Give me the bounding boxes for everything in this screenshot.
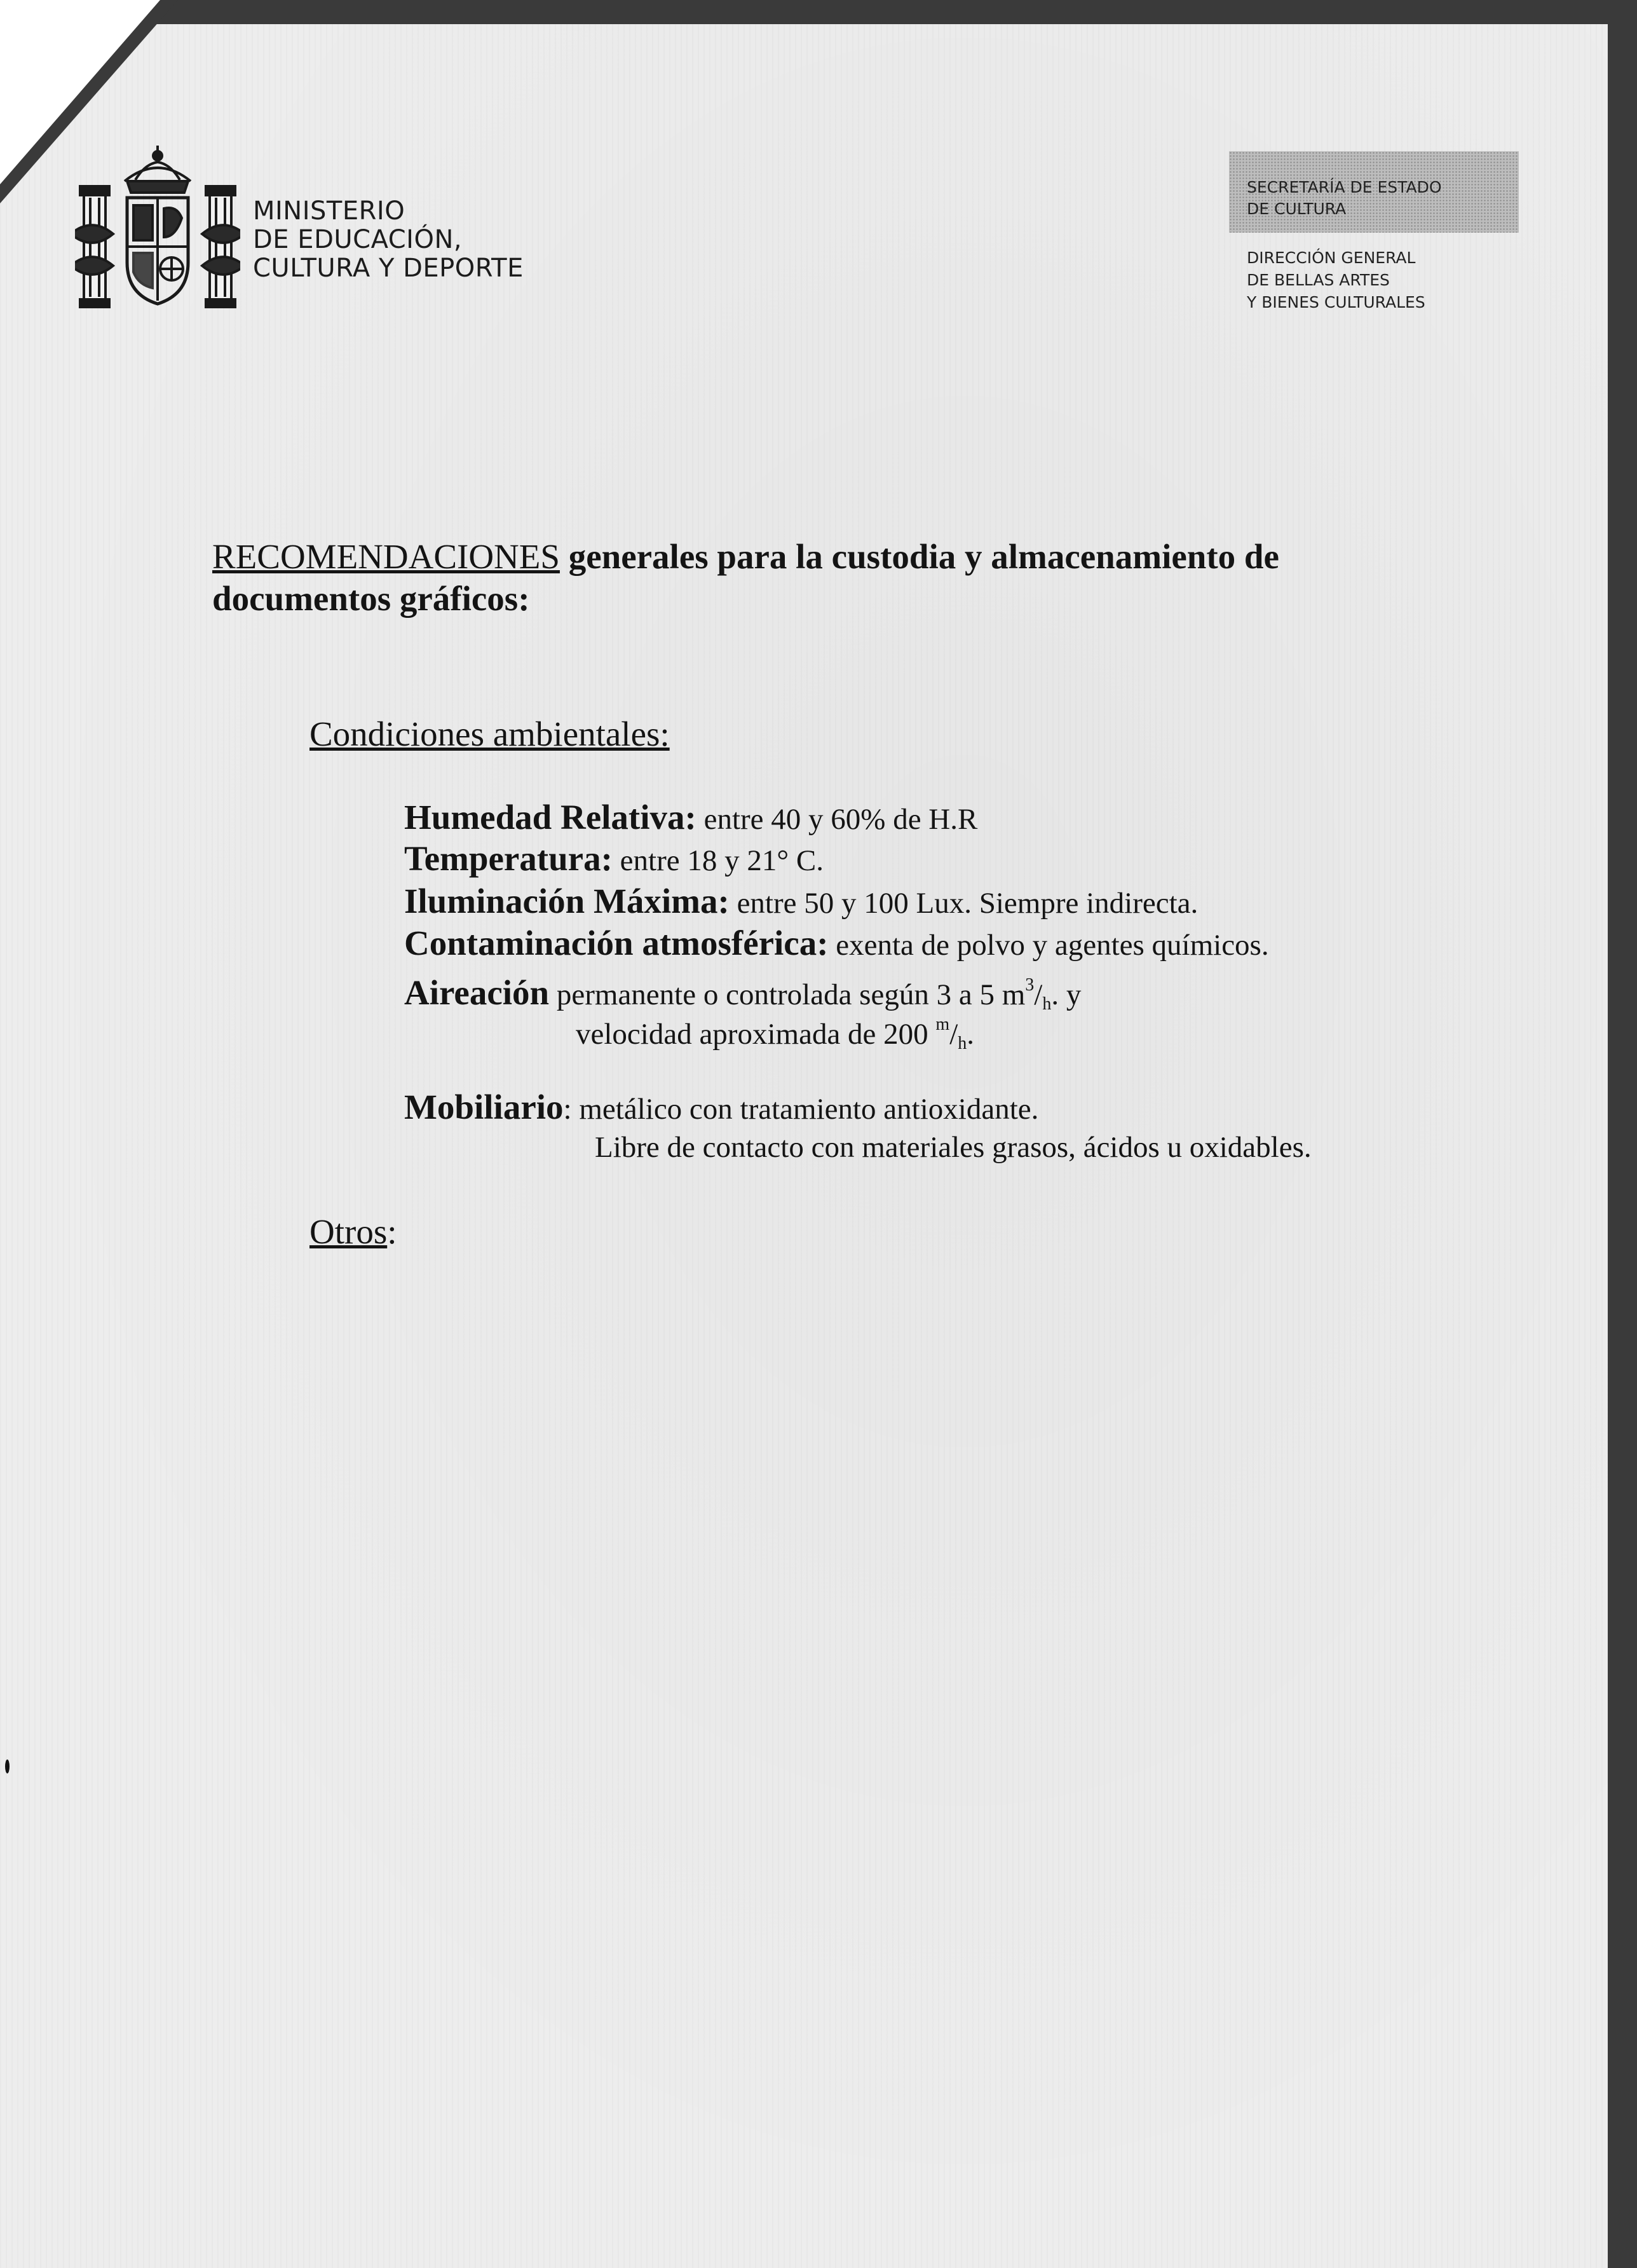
aireacion-value-end: . y <box>1051 978 1082 1011</box>
direccion-line: Y BIENES CULTURALES <box>1247 293 1425 311</box>
otros-heading <box>309 1212 397 1252</box>
humedad-row <box>404 798 977 838</box>
hour-subscript: h <box>958 1034 967 1053</box>
otros-label: Otros <box>309 1212 388 1251</box>
ministry-line: DE EDUCACIÓN, <box>253 225 463 254</box>
direccion-line: DE BELLAS ARTES <box>1247 271 1390 289</box>
title-rest: generales para la custodia y almacenamiento de <box>559 537 1279 576</box>
direccion-general <box>1247 247 1425 313</box>
velocidad-end: . <box>967 1018 975 1051</box>
iluminacion-value: entre 50 y 100 Lux. Siempre indirecta. <box>729 887 1199 920</box>
mobiliario-label: Mobiliario <box>404 1088 564 1126</box>
mobiliario-value: metálico con tratamiento antioxidante. <box>571 1093 1039 1126</box>
title-line2: documentos gráficos: <box>212 579 530 618</box>
contaminacion-label: Contaminación atmosférica: <box>404 924 829 962</box>
ministry-line: MINISTERIO <box>253 196 405 226</box>
aireacion-row-2 <box>576 1006 974 1063</box>
contaminacion-value: exenta de polvo y agentes químicos. <box>828 929 1269 962</box>
title-underlined-word: RECOMENDACIONES <box>212 537 560 576</box>
meter-superscript: m <box>935 1014 950 1034</box>
iluminacion-row <box>404 882 1198 922</box>
document-title <box>212 536 1451 620</box>
aireacion-value: permanente o controlada según 3 a 5 m <box>549 978 1026 1011</box>
mobiliario-row-2: Libre de contacto con materiales grasos, ácidos u oxidables. <box>595 1131 1312 1164</box>
aireacion-label: Aireación <box>404 973 550 1012</box>
secretaria-box <box>1229 151 1519 233</box>
cubic-superscript: 3 <box>1025 975 1035 995</box>
temperatura-value: entre 18 y 21° C. <box>612 844 824 877</box>
secretaria-line: SECRETARÍA DE ESTADO <box>1247 178 1442 196</box>
section-heading: Condiciones ambientales: <box>309 714 670 753</box>
mobiliario-row <box>404 1088 1038 1128</box>
contaminacion-row <box>404 924 1269 964</box>
slash: / <box>949 1018 958 1051</box>
ministry-name <box>253 197 524 283</box>
paper-sheet <box>0 24 1608 2268</box>
temperatura-label: Temperatura: <box>404 839 613 878</box>
direccion-line: DIRECCIÓN GENERAL <box>1247 249 1416 267</box>
folded-corner-flap <box>0 0 160 184</box>
otros-colon: : <box>387 1212 397 1251</box>
temperatura-row <box>404 840 824 880</box>
secretaria-line: DE CULTURA <box>1247 200 1347 218</box>
mobiliario-colon: : <box>563 1093 572 1126</box>
scan-speck <box>5 1759 10 1773</box>
ministry-line: CULTURA Y DEPORTE <box>253 254 524 283</box>
humedad-label: Humedad Relativa: <box>404 798 696 837</box>
iluminacion-label: Iluminación Máxima: <box>404 882 730 920</box>
slash: / <box>1034 978 1043 1011</box>
hour-subscript: h <box>1042 994 1052 1014</box>
velocidad-text: velocidad aproximada de 200 <box>576 1018 936 1051</box>
humedad-value: entre 40 y 60% de H.R <box>696 803 978 836</box>
